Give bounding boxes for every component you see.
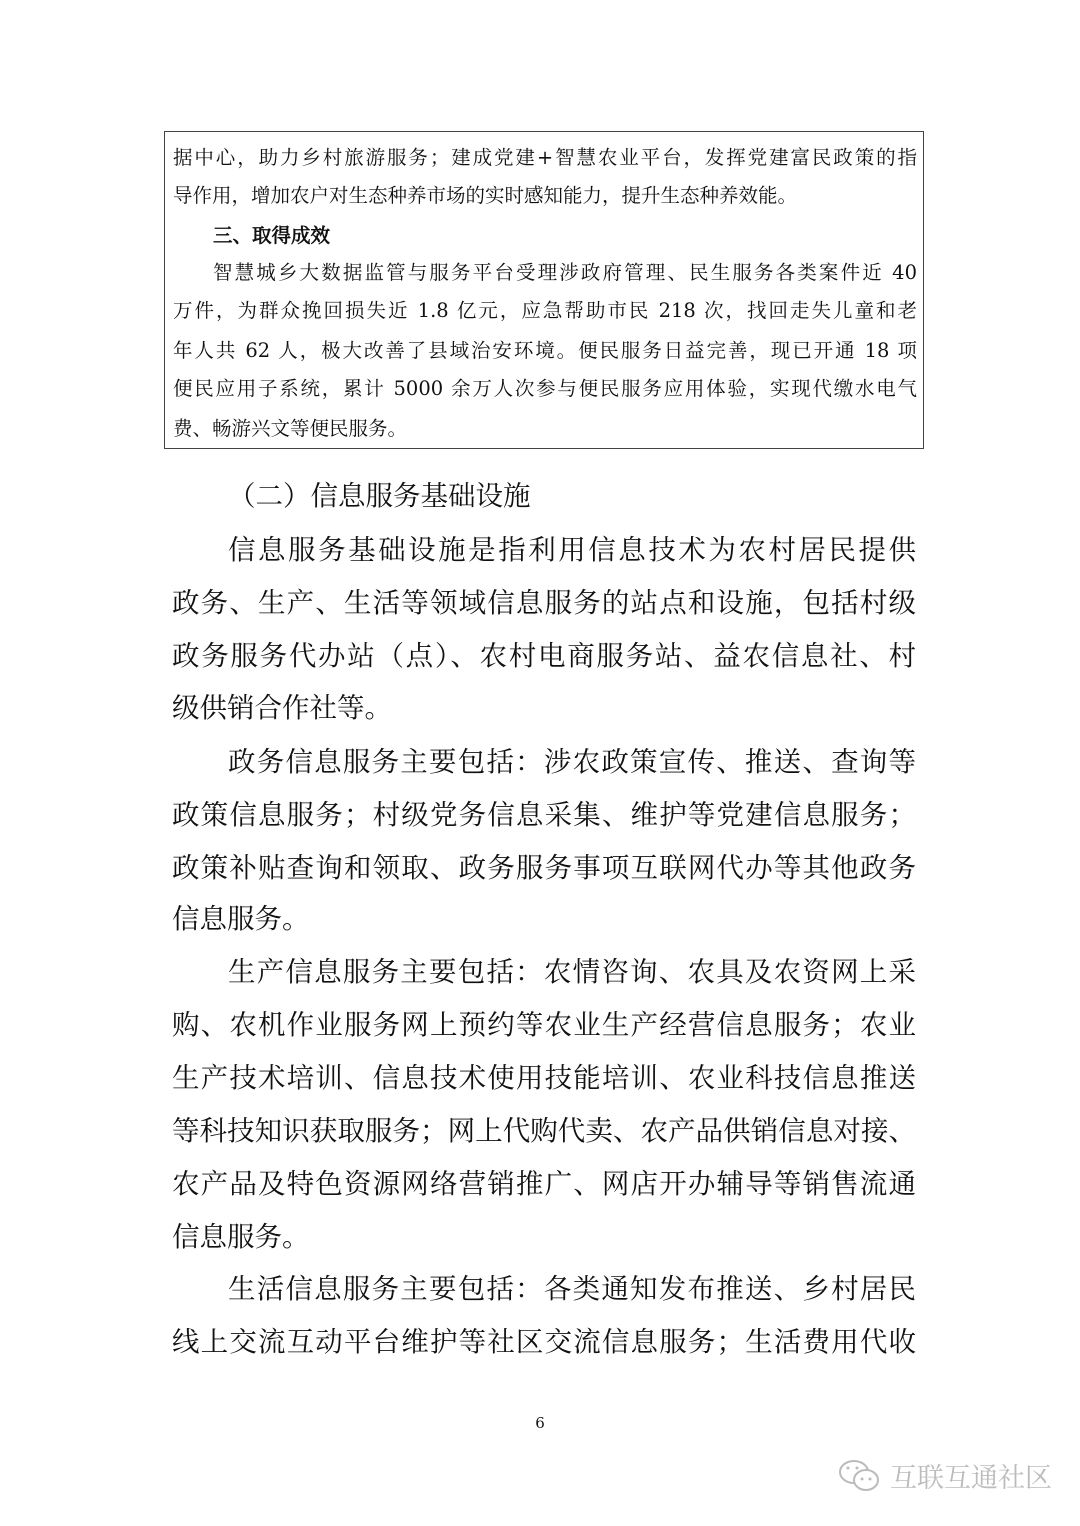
case-study-box bbox=[164, 131, 924, 449]
paragraph-line: 等科技知识获取服务；网上代购代卖、农产品供销信息对接、 bbox=[172, 1115, 916, 1147]
paragraph-line: 生产信息服务主要包括：农情咨询、农具及农资网上采 bbox=[228, 956, 916, 988]
watermark-text: 互联互通社区 bbox=[890, 1463, 1052, 1494]
paragraph-line: 生产技术培训、信息技术使用技能培训、农业科技信息推送 bbox=[172, 1062, 916, 1094]
wechat-icon bbox=[838, 1458, 882, 1494]
paragraph-line: 政务、生产、生活等领域信息服务的站点和设施，包括村级 bbox=[172, 587, 916, 619]
paragraph-line: 信息服务。 bbox=[172, 1221, 310, 1253]
paragraph-line: 信息服务。 bbox=[172, 903, 310, 935]
paragraph-line: 政策补贴查询和领取、政务服务事项互联网代办等其他政务 bbox=[172, 852, 916, 884]
subsection-heading: （二）信息服务基础设施 bbox=[228, 480, 531, 512]
box-line: 万件，为群众挽回损失近 1.8 亿元，应急帮助市民 218 次，找回走失儿童和老 bbox=[173, 299, 917, 322]
page-number: 6 bbox=[535, 1414, 545, 1432]
paragraph-line: 级供销合作社等。 bbox=[172, 692, 392, 724]
paragraph-line: 农产品及特色资源网络营销推广、网店开办辅导等销售流通 bbox=[172, 1168, 916, 1200]
paragraph-line: 线上交流互动平台维护等社区交流信息服务；生活费用代收 bbox=[172, 1326, 916, 1358]
paragraph-line: 信息服务基础设施是指利用信息技术为农村居民提供 bbox=[228, 534, 916, 566]
watermark bbox=[838, 1456, 1052, 1495]
box-line: 年人共 62 人，极大改善了县域治安环境。便民服务日益完善，现已开通 18 项 bbox=[173, 339, 917, 362]
box-line: 费、畅游兴文等便民服务。 bbox=[173, 417, 408, 440]
paragraph-line: 政务信息服务主要包括：涉农政策宣传、推送、查询等 bbox=[228, 746, 916, 778]
paragraph-line: 生活信息服务主要包括：各类通知发布推送、乡村居民 bbox=[228, 1273, 916, 1305]
paragraph-line: 购、农机作业服务网上预约等农业生产经营信息服务；农业 bbox=[172, 1009, 916, 1041]
box-line: 便民应用子系统，累计 5000 余万人次参与便民服务应用体验，实现代缴水电气 bbox=[173, 377, 917, 400]
paragraph-line: 政务服务代办站（点）、农村电商服务站、益农信息社、村 bbox=[172, 640, 916, 672]
box-line: 据中心，助力乡村旅游服务；建成党建+智慧农业平台，发挥党建富民政策的指 bbox=[173, 146, 917, 169]
paragraph-line: 政策信息服务；村级党务信息采集、维护等党建信息服务； bbox=[172, 799, 916, 831]
section-heading: 三、取得成效 bbox=[213, 224, 331, 247]
box-line: 导作用，增加农户对生态种养市场的实时感知能力，提升生态种养效能。 bbox=[173, 184, 798, 207]
box-line: 智慧城乡大数据监管与服务平台受理涉政府管理、民生服务各类案件近 40 bbox=[213, 261, 917, 284]
